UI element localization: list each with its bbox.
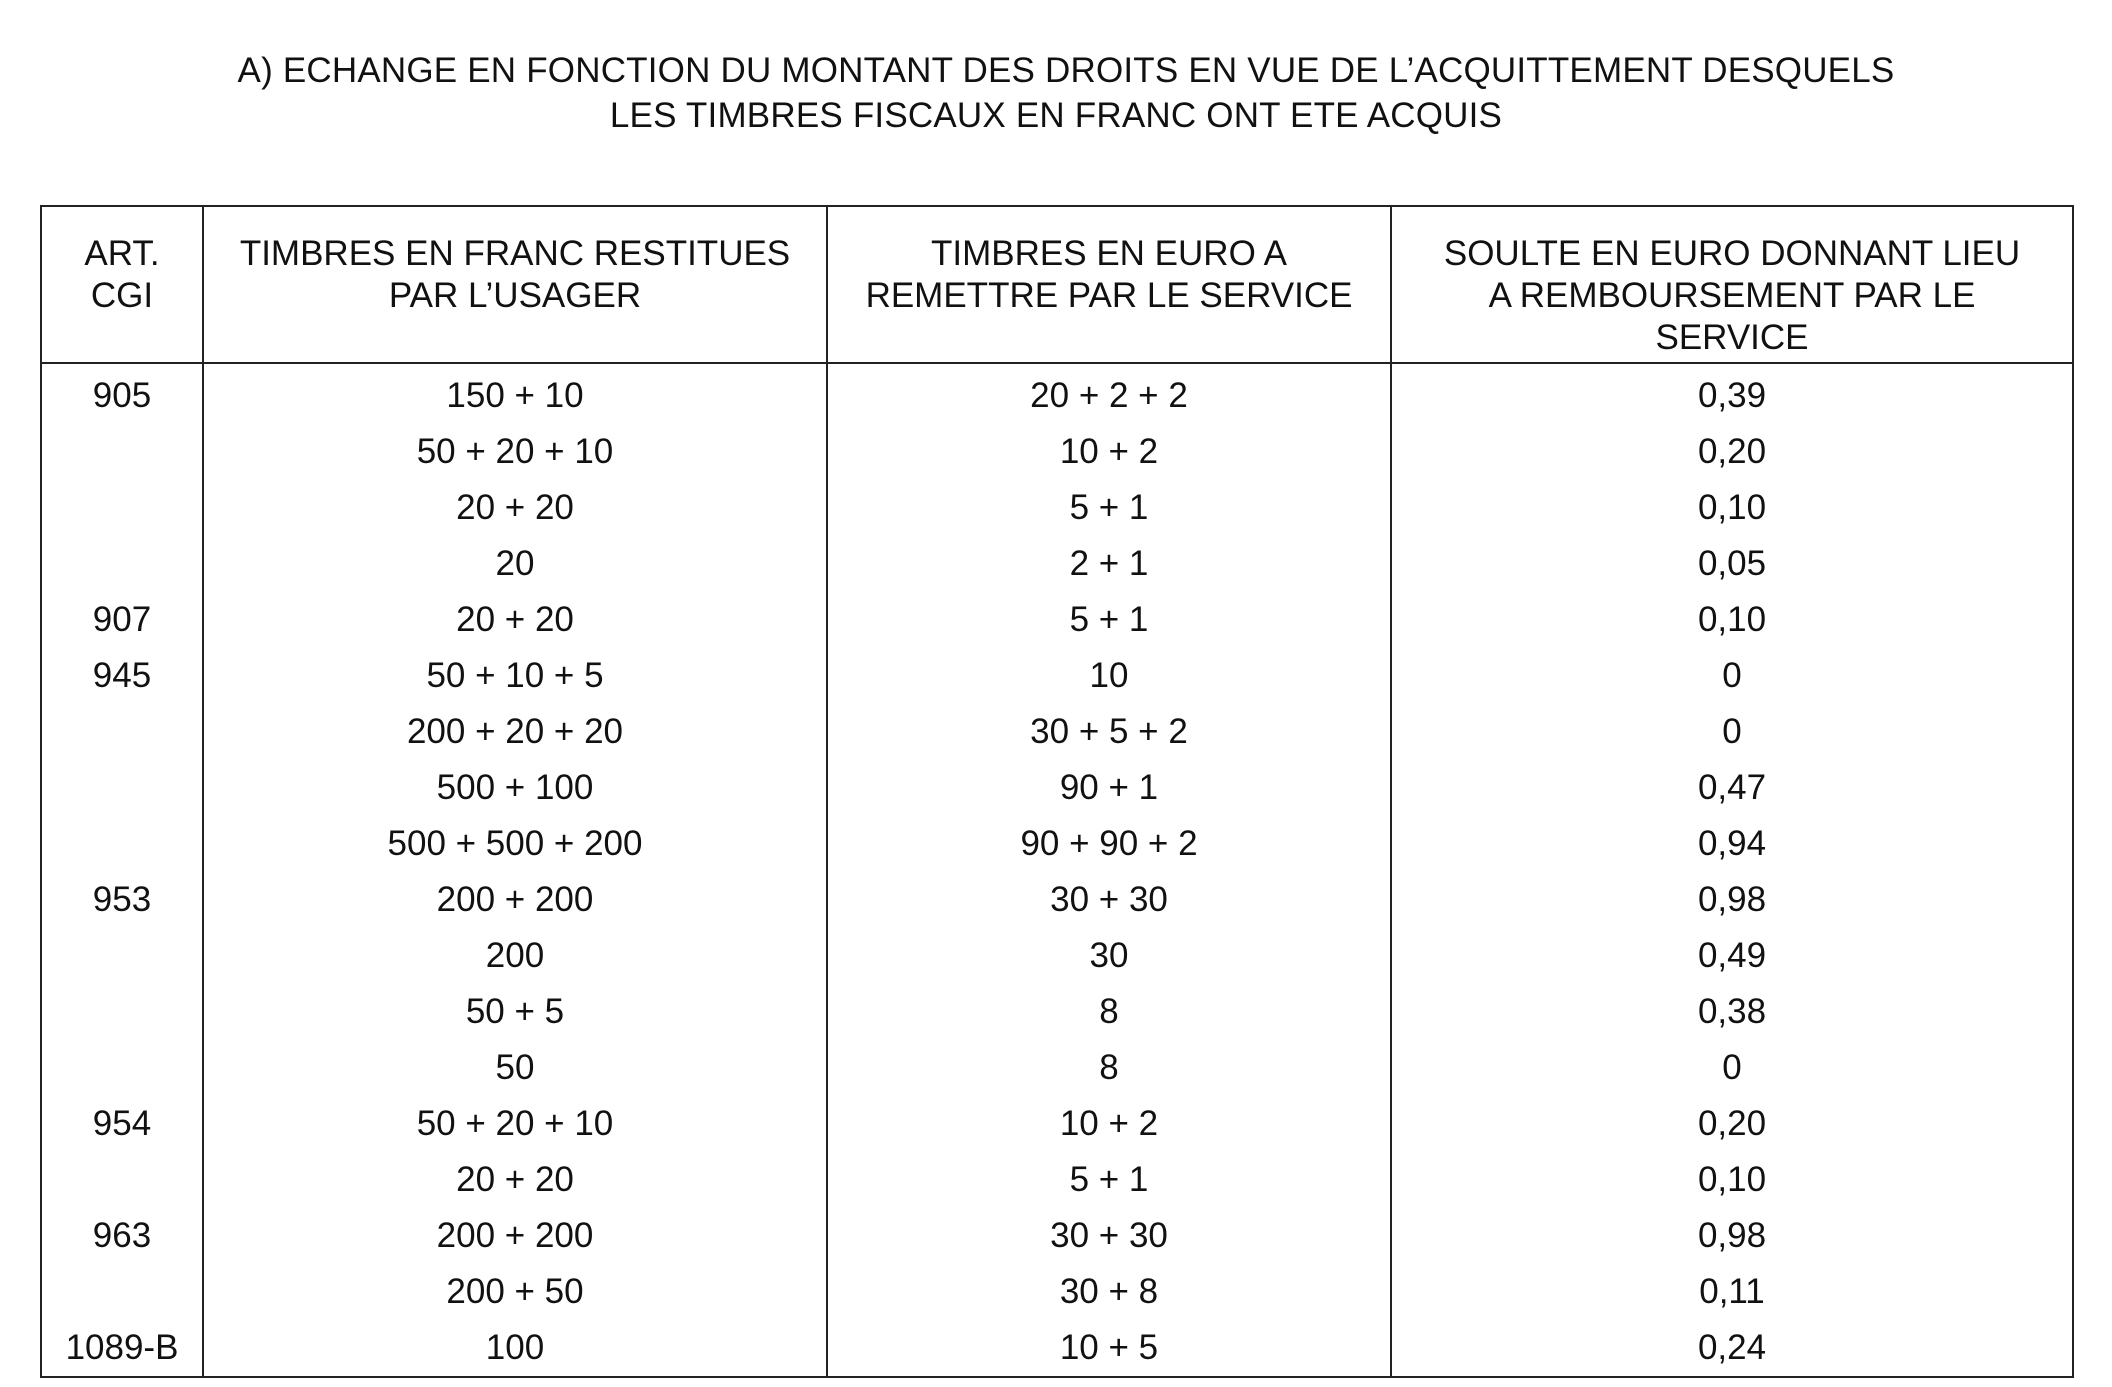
cell-art-cgi (41, 760, 203, 816)
table-row (41, 816, 2073, 872)
cell-euro-stamps: 8 (827, 984, 1391, 1040)
cell-euro-stamps: 10 (827, 648, 1391, 704)
cell-euro-stamps: 20 + 2 + 2 (827, 363, 1391, 424)
cell-soulte: 0,10 (1391, 1152, 2073, 1208)
cell-art-cgi (41, 816, 203, 872)
table-row (41, 592, 2073, 648)
cell-franc-stamps: 50 (203, 1040, 827, 1096)
cell-franc-stamps: 50 + 20 + 10 (203, 1096, 827, 1152)
title-line-1: A) ECHANGE EN FONCTION DU MONTANT DES DROITS EN VUE DE L’ACQUITTEMENT DESQUELS (237, 51, 1895, 90)
cell-franc-stamps: 500 + 500 + 200 (203, 816, 827, 872)
cell-soulte: 0,20 (1391, 1096, 2073, 1152)
table-body (41, 363, 2073, 1377)
cell-euro-stamps: 30 + 30 (827, 1208, 1391, 1264)
header-franc-stamps (203, 206, 827, 363)
cell-euro-stamps: 30 + 5 + 2 (827, 704, 1391, 760)
table-row (41, 704, 2073, 760)
table-row (41, 363, 2073, 424)
cell-franc-stamps: 150 + 10 (203, 363, 827, 424)
header-franc-stamps-line: TIMBRES EN FRANC RESTITUES (239, 234, 791, 273)
cell-franc-stamps: 20 + 20 (203, 592, 827, 648)
cell-soulte: 0,94 (1391, 816, 2073, 872)
table-row (41, 1208, 2073, 1264)
cell-art-cgi (41, 424, 203, 480)
table-row (41, 1152, 2073, 1208)
cell-euro-stamps: 30 + 8 (827, 1264, 1391, 1320)
exchange-table (40, 205, 2074, 1378)
header-soulte-line: A REMBOURSEMENT PAR LE (1488, 276, 1976, 315)
cell-soulte: 0,39 (1391, 363, 2073, 424)
cell-soulte: 0,98 (1391, 872, 2073, 928)
cell-soulte: 0 (1391, 1040, 2073, 1096)
cell-soulte: 0,98 (1391, 1208, 2073, 1264)
cell-art-cgi: 954 (41, 1096, 203, 1152)
cell-euro-stamps: 2 + 1 (827, 536, 1391, 592)
cell-euro-stamps: 10 + 5 (827, 1320, 1391, 1377)
cell-art-cgi: 1089-B (41, 1320, 203, 1377)
cell-art-cgi (41, 1040, 203, 1096)
table-row (41, 984, 2073, 1040)
cell-soulte: 0,10 (1391, 592, 2073, 648)
table-row (41, 928, 2073, 984)
cell-franc-stamps: 100 (203, 1320, 827, 1377)
cell-euro-stamps: 30 (827, 928, 1391, 984)
header-soulte (1391, 206, 2073, 363)
cell-art-cgi (41, 1264, 203, 1320)
cell-art-cgi: 945 (41, 648, 203, 704)
cell-soulte: 0,10 (1391, 480, 2073, 536)
header-soulte-line: SERVICE (1655, 318, 1809, 357)
cell-euro-stamps: 5 + 1 (827, 480, 1391, 536)
cell-soulte: 0,47 (1391, 760, 2073, 816)
cell-franc-stamps: 50 + 5 (203, 984, 827, 1040)
cell-art-cgi (41, 480, 203, 536)
header-euro-stamps-line: REMETTRE PAR LE SERVICE (865, 276, 1353, 315)
table-row (41, 1320, 2073, 1377)
table-row (41, 760, 2073, 816)
cell-soulte: 0,24 (1391, 1320, 2073, 1377)
cell-franc-stamps: 200 + 20 + 20 (203, 704, 827, 760)
cell-soulte: 0,49 (1391, 928, 2073, 984)
table-row (41, 1040, 2073, 1096)
table-row (41, 480, 2073, 536)
cell-art-cgi: 963 (41, 1208, 203, 1264)
title-line-2: LES TIMBRES FISCAUX EN FRANC ONT ETE ACQUIS (609, 96, 1503, 135)
table-row (41, 424, 2073, 480)
cell-soulte: 0,20 (1391, 424, 2073, 480)
cell-art-cgi (41, 984, 203, 1040)
cell-franc-stamps: 20 + 20 (203, 1152, 827, 1208)
cell-euro-stamps: 10 + 2 (827, 1096, 1391, 1152)
cell-art-cgi (41, 704, 203, 760)
table-row (41, 648, 2073, 704)
cell-euro-stamps: 30 + 30 (827, 872, 1391, 928)
cell-euro-stamps: 8 (827, 1040, 1391, 1096)
cell-franc-stamps: 200 + 200 (203, 872, 827, 928)
cell-soulte: 0,38 (1391, 984, 2073, 1040)
table-header-row (41, 206, 2073, 363)
cell-euro-stamps: 90 + 90 + 2 (827, 816, 1391, 872)
header-art-cgi (41, 206, 203, 363)
cell-euro-stamps: 5 + 1 (827, 1152, 1391, 1208)
cell-franc-stamps: 50 + 20 + 10 (203, 424, 827, 480)
header-soulte-line: SOULTE EN EURO DONNANT LIEU (1443, 234, 2021, 273)
cell-soulte: 0,05 (1391, 536, 2073, 592)
cell-soulte: 0 (1391, 704, 2073, 760)
cell-soulte: 0,11 (1391, 1264, 2073, 1320)
cell-euro-stamps: 90 + 1 (827, 760, 1391, 816)
cell-franc-stamps: 20 (203, 536, 827, 592)
header-euro-stamps (827, 206, 1391, 363)
table-row (41, 1096, 2073, 1152)
cell-art-cgi (41, 928, 203, 984)
header-franc-stamps-line: PAR L’USAGER (388, 276, 642, 315)
cell-euro-stamps: 5 + 1 (827, 592, 1391, 648)
cell-art-cgi: 905 (41, 363, 203, 424)
cell-soulte: 0 (1391, 648, 2073, 704)
table-row (41, 1264, 2073, 1320)
cell-euro-stamps: 10 + 2 (827, 424, 1391, 480)
header-art-cgi-line: ART. (84, 234, 160, 273)
cell-franc-stamps: 50 + 10 + 5 (203, 648, 827, 704)
cell-franc-stamps: 20 + 20 (203, 480, 827, 536)
cell-franc-stamps: 200 + 200 (203, 1208, 827, 1264)
cell-art-cgi (41, 1152, 203, 1208)
cell-art-cgi (41, 536, 203, 592)
cell-art-cgi: 953 (41, 872, 203, 928)
table-row (41, 872, 2073, 928)
header-euro-stamps-line: TIMBRES EN EURO A (931, 234, 1287, 273)
cell-franc-stamps: 200 + 50 (203, 1264, 827, 1320)
header-art-cgi-line: CGI (90, 276, 154, 315)
cell-franc-stamps: 500 + 100 (203, 760, 827, 816)
cell-franc-stamps: 200 (203, 928, 827, 984)
document-title (0, 48, 2112, 138)
table-row (41, 536, 2073, 592)
cell-art-cgi: 907 (41, 592, 203, 648)
